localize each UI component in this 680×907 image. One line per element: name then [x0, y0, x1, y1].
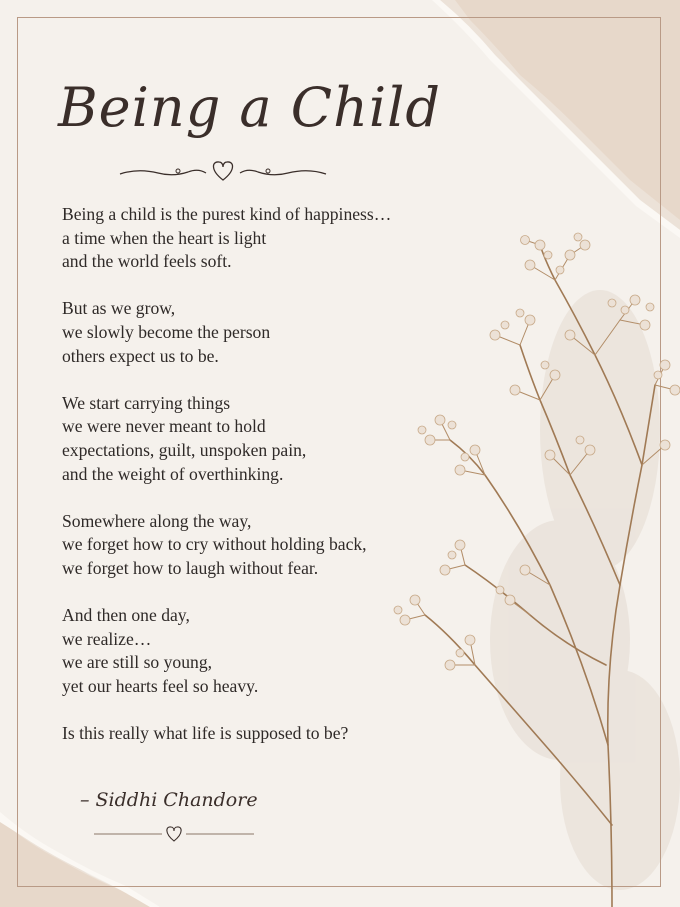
poem-line: and the world feels soft. — [62, 251, 232, 272]
poem-line: We start carrying things — [62, 392, 231, 413]
poem-line: we slowly become the person — [62, 321, 271, 342]
poem-line: we are still so young, — [62, 652, 213, 673]
poem-line: yet our hearts feel so heavy. — [62, 675, 259, 696]
poem-line: expectations, guilt, unspoken pain, — [62, 439, 307, 460]
poem-line: And then one day, — [62, 605, 190, 626]
closing-line: Is this really what life is supposed to be? — [62, 723, 349, 744]
poem-line: we forget how to cry without holding back, — [62, 534, 367, 555]
dried-flower-illustration — [380, 225, 680, 907]
poem-title: Being a Child — [58, 76, 441, 139]
poem-line: and the weight of overthinking. — [62, 463, 284, 484]
poem-line: a time when the heart is light — [62, 227, 267, 248]
poem-line: Being a child is the purest kind of happiness… — [62, 204, 392, 224]
heart-divider-icon — [90, 822, 258, 846]
poem-line: But as we grow, — [62, 298, 176, 319]
author-signature: – Siddhi Chandore — [80, 789, 258, 811]
poem-line: we were never meant to hold — [62, 416, 266, 437]
poem-line: we forget how to laugh without fear. — [62, 557, 319, 578]
poem-line: Somewhere along the way, — [62, 510, 252, 531]
poem-line: others expect us to be. — [62, 345, 219, 366]
poem-line: we realize… — [62, 628, 152, 649]
heart-divider-icon — [118, 158, 328, 186]
